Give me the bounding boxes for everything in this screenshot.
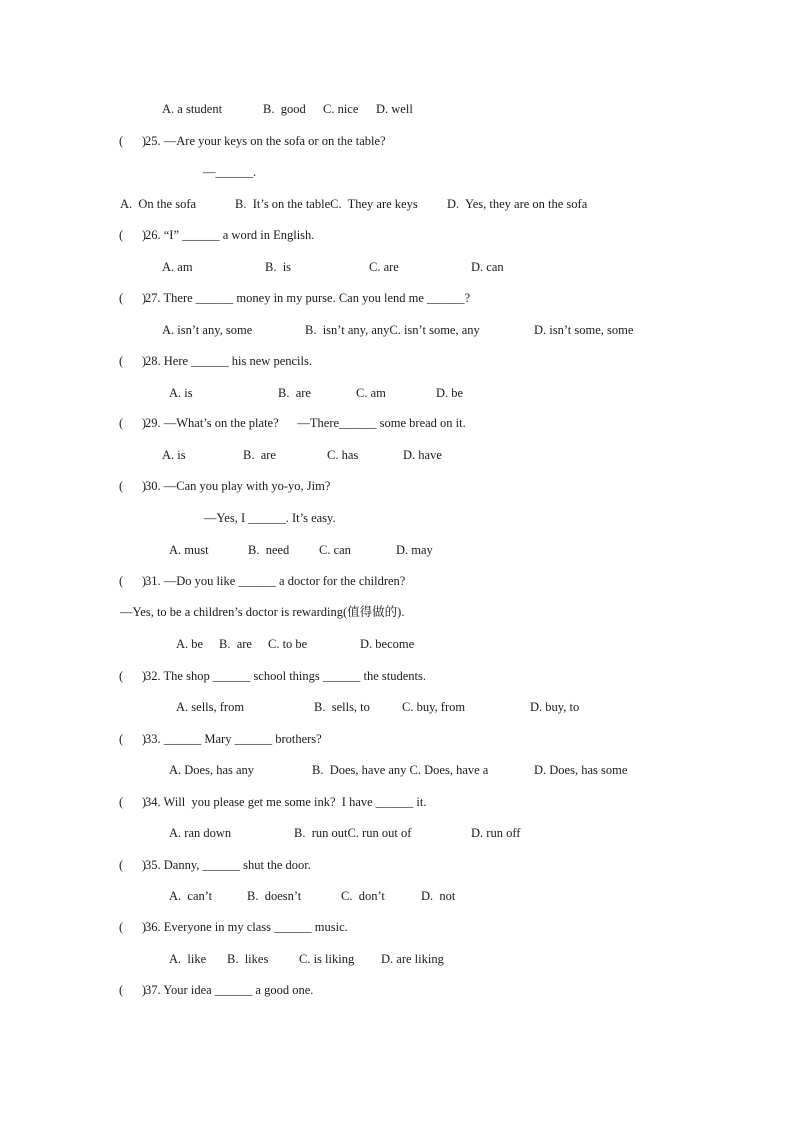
question-text: 37. Your idea ______ a good one. [145,983,314,997]
option-b: B. are [219,637,252,651]
option-a: A. a student [162,102,223,116]
option-a: A. must [169,543,209,557]
question-32 [119,668,426,684]
option-d: D. be [436,386,464,400]
question-text: 31. —Do you like ______ a doctor for the children? [145,574,406,588]
option-d: D. are liking [381,952,444,966]
option-d: D. buy, to [530,700,580,714]
question-27 [119,290,470,306]
question-text: 25. —Are your keys on the sofa or on the table? [145,134,386,148]
answer-blank[interactable]: ( ) [119,228,147,242]
answer-blank[interactable]: ( ) [119,732,147,746]
option-b: B. is [265,260,292,274]
option-a: A. isn’t any, some [162,323,253,337]
option-b: B. likes [227,952,269,966]
question-text: 27. There ______ money in my purse. Can you lend me ______? [145,291,471,305]
option-a: A. be [176,637,204,651]
option-a: A. ran down [169,826,232,840]
question-text: 34. Will you please get me some ink? I have ______ it. [145,795,427,809]
question-30 [119,478,330,494]
option-a: A. sells, from [176,700,245,714]
question-28 [119,353,312,369]
option-a: A. Does, has any [169,763,255,777]
option-c: C. am [356,386,386,400]
option-a: A. like [169,952,207,966]
option-b: B. good [263,102,306,116]
option-a: A. is [162,448,186,462]
option-a: A. can’t [169,889,213,903]
question-text: 35. Danny, ______ shut the door. [145,858,311,872]
option-c: C. are [369,260,399,274]
option-b: B. It’s on the tableC. They are keys [235,197,418,211]
answer-blank[interactable]: ( ) [119,354,147,368]
question-text: 33. ______ Mary ______ brothers? [145,732,322,746]
question-37 [119,982,313,998]
answer-line: ―Yes, to be a children’s doctor is rewarding(值得做的). [120,605,405,619]
option-a: A. On the sofa [120,197,197,211]
answer-blank[interactable]: ( ) [119,479,147,493]
answer-blank[interactable]: ( ) [119,574,147,588]
question-29 [119,415,466,431]
option-b: B. run outC. run out of [294,826,412,840]
option-a: A. is [169,386,193,400]
option-c: C. don’t [341,889,385,903]
answer-line: —Yes, I ______. It’s easy. [204,511,336,525]
answer-line: —______. [203,165,257,179]
option-c: C. buy, from [402,700,466,714]
option-d: D. Does, has some [534,763,628,777]
option-b: B. are [243,448,276,462]
question-33 [119,731,322,747]
question-text: 32. The shop ______ school things ______ the students. [145,669,427,683]
option-c: C. nice [323,102,359,116]
option-c: C. to be [268,637,308,651]
option-b: B. are [278,386,311,400]
answer-blank[interactable]: ( ) [119,920,147,934]
answer-blank[interactable]: ( ) [119,134,147,148]
option-b: B. sells, to [314,700,370,714]
option-c: C. is liking [299,952,355,966]
question-35 [119,857,311,873]
answer-blank[interactable]: ( ) [119,858,147,872]
option-b: B. isn’t any, anyC. isn’t some, any [305,323,480,337]
question-31 [119,573,405,589]
option-d: D. may [396,543,433,557]
question-text: 36. Everyone in my class ______ music. [145,920,348,934]
option-d: D. have [403,448,442,462]
option-b: B. doesn’t [247,889,302,903]
question-text: 26. “I” ______ a word in English. [145,228,315,242]
question-26 [119,227,314,243]
answer-blank[interactable]: ( ) [119,983,147,997]
answer-blank[interactable]: ( ) [119,795,147,809]
answer-blank[interactable]: ( ) [119,669,147,683]
option-d: D. isn’t some, some [534,323,634,337]
option-d: D. can [471,260,504,274]
option-d: D. well [376,102,413,116]
option-b: B. need [248,543,290,557]
option-d: D. become [360,637,415,651]
option-c: C. has [327,448,359,462]
option-c: C. can [319,543,351,557]
question-25 [119,133,386,149]
question-34 [119,794,427,810]
option-d: D. Yes, they are on the sofa [447,197,588,211]
answer-blank[interactable]: ( ) [119,291,147,305]
option-d: D. not [421,889,456,903]
question-text: 28. Here ______ his new pencils. [145,354,312,368]
question-36 [119,919,348,935]
question-text: 29. ―What’s on the plate? —There______ some bread on it. [145,416,466,430]
question-text: 30. ―Can you play with yo-yo, Jim? [145,479,331,493]
option-d: D. run off [471,826,521,840]
answer-blank[interactable]: ( ) [119,416,147,430]
option-b: B. Does, have any C. Does, have a [312,763,489,777]
option-a: A. am [162,260,193,274]
